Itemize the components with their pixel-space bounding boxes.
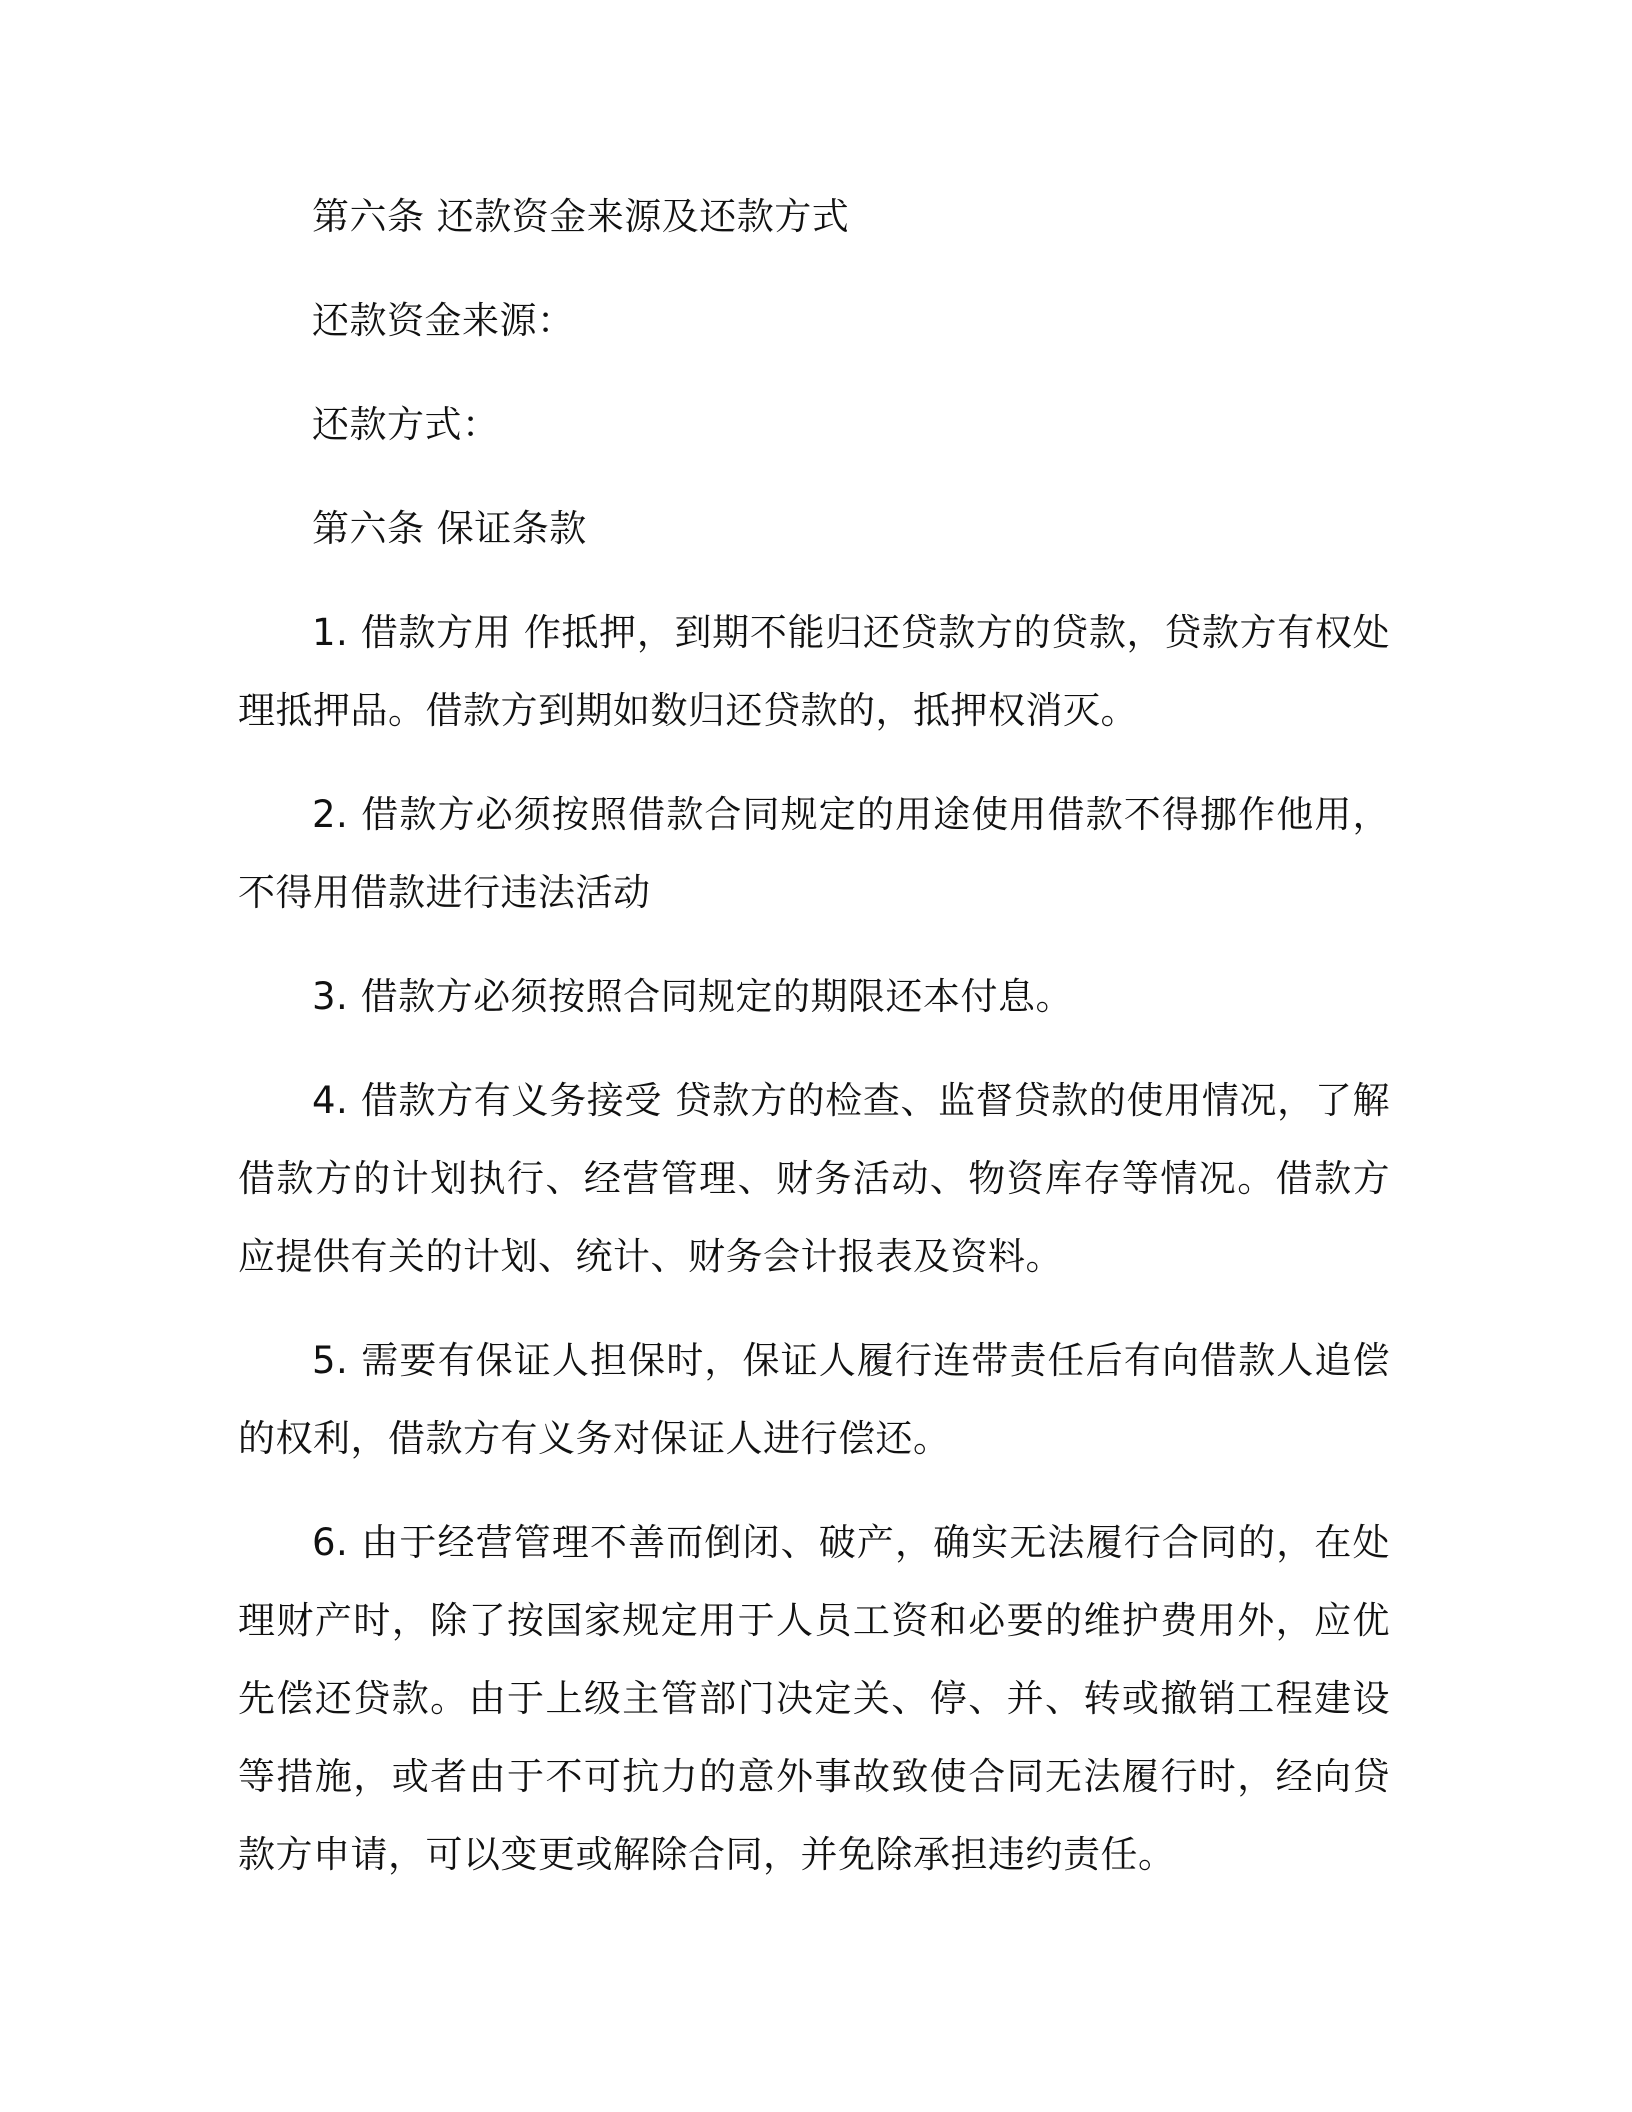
document-body xyxy=(238,178,1390,1920)
repayment-method-line: 还款方式： xyxy=(312,403,500,446)
section-heading-guarantee: 第六条 保证条款 xyxy=(312,507,587,550)
clause-6: 6. 由于经营管理不善而倒闭、破产，确实无法履行合同的，在处理财产时，除了按国家规定用于人员工资和必要的维护费用外，应优先偿还贷款。由于上级主管部门决定关、停、并、转或撤销工程建设等措施，或者由于不可抗力的意外事故致使合同无法履行时，经向贷款方申请，可以变更或解除合同，并免除承担违约责任。 xyxy=(238,1521,1390,1876)
section-heading-repayment: 第六条 还款资金来源及还款方式 xyxy=(312,195,850,238)
clause-1: 1. 借款方用 作抵押，到期不能归还贷款方的贷款，贷款方有权处理抵押品。借款方到期如数归还贷款的，抵押权消灭。 xyxy=(238,611,1390,732)
clause-3: 3. 借款方必须按照合同规定的期限还本付息。 xyxy=(312,975,1074,1018)
clause-2: 2. 借款方必须按照借款合同规定的用途使用借款不得挪作他用，不得用借款进行违法活动 xyxy=(238,793,1390,914)
clause-4: 4. 借款方有义务接受 贷款方的检查、监督贷款的使用情况，了解借款方的计划执行、经营管理、财务活动、物资库存等情况。借款方应提供有关的计划、统计、财务会计报表及资料。 xyxy=(238,1079,1390,1278)
clause-5: 5. 需要有保证人担保时，保证人履行连带责任后有向借款人追偿的权利，借款方有义务对保证人进行偿还。 xyxy=(238,1339,1390,1460)
repayment-source-line: 还款资金来源： xyxy=(312,299,575,342)
